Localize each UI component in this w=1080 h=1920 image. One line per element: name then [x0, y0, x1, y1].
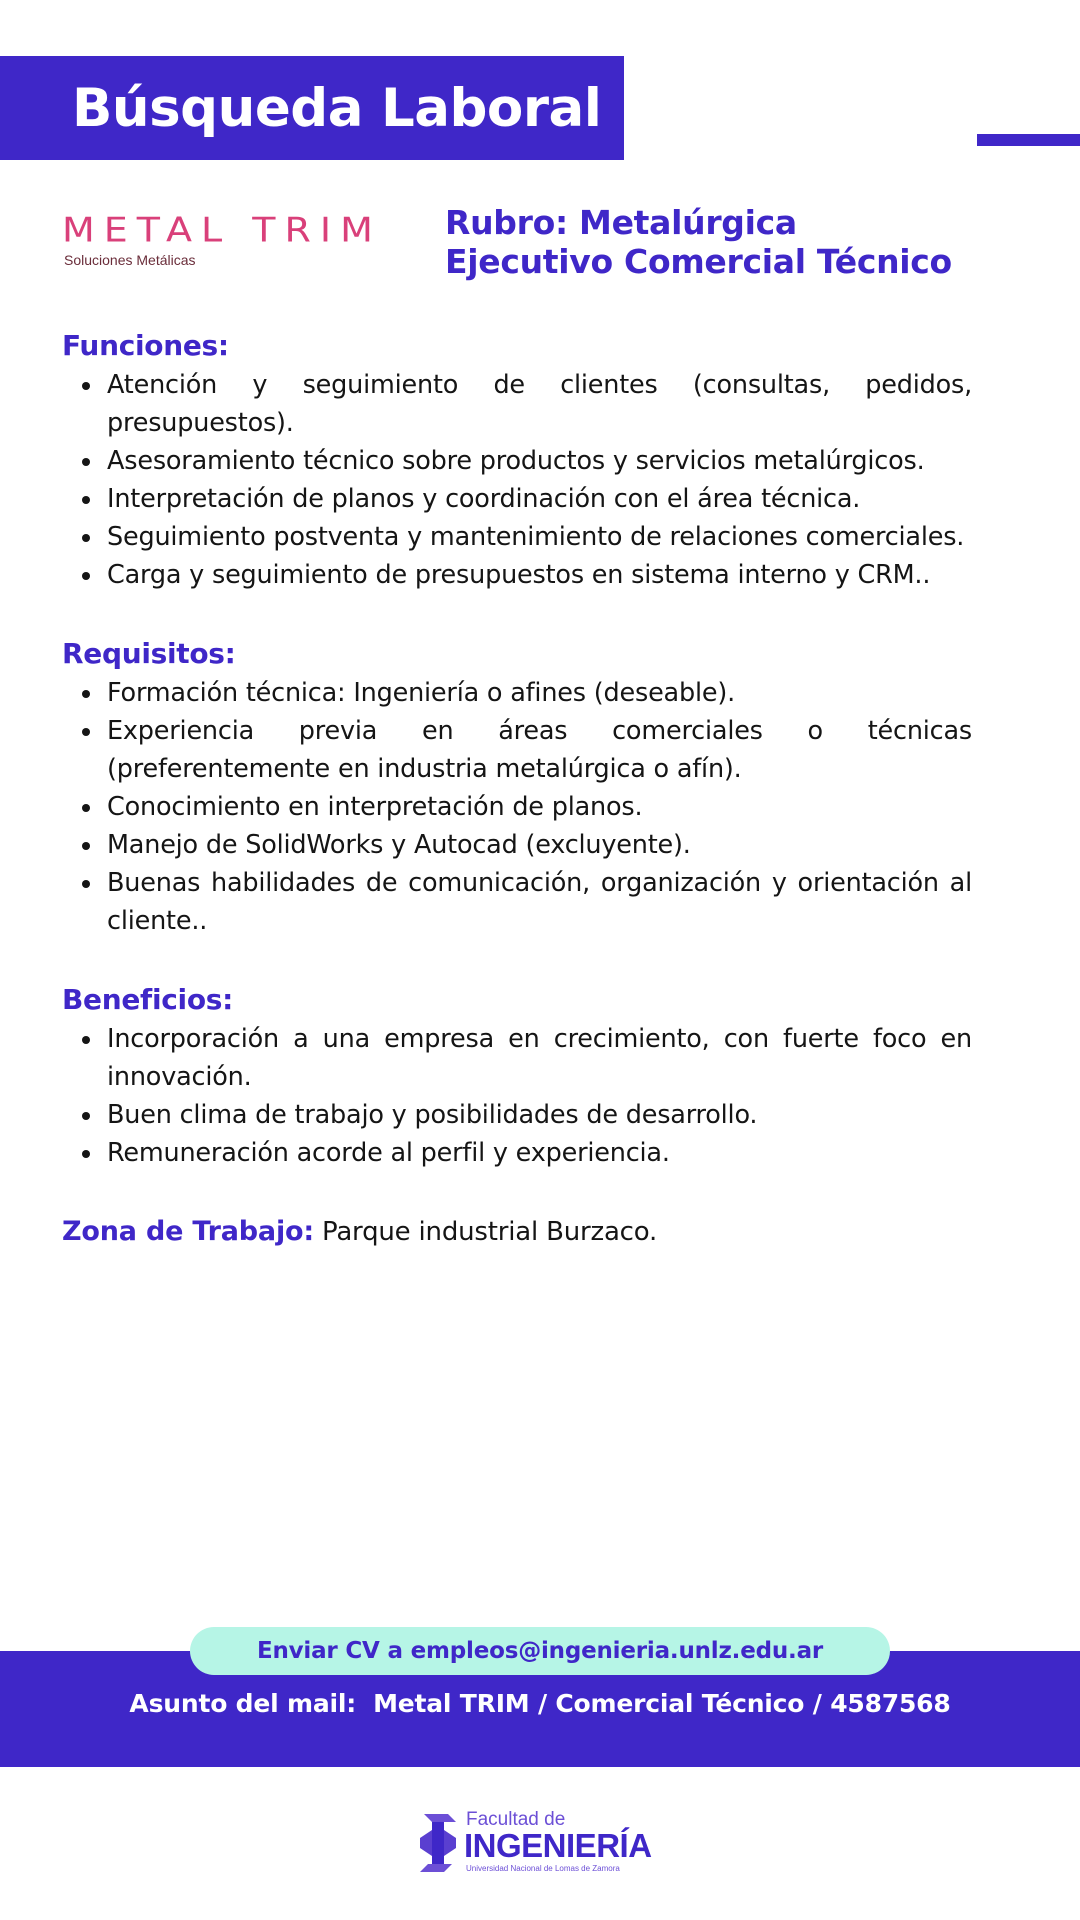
work-zone-value: Parque industrial Burzaco. — [313, 1217, 658, 1247]
work-zone-label: Zona de Trabajo: — [62, 1216, 314, 1247]
beneficios-title: Beneficios: — [62, 983, 234, 1016]
list-item: Remuneración acorde al perfil y experiencia. — [62, 1134, 972, 1172]
list-item: Conocimiento en interpretación de planos. — [62, 788, 972, 826]
list-item: Interpretación de planos y coordinación con el área técnica. — [62, 480, 972, 518]
job-content — [62, 326, 972, 1252]
faculty-logo-small: Facultad de — [466, 1809, 566, 1830]
job-rubro: Rubro: Metalúrgica — [445, 203, 797, 242]
accent-line — [977, 134, 1080, 146]
requisitos-title: Requisitos: — [62, 637, 236, 670]
faculty-logo-name: INGENIERÍA — [464, 1827, 652, 1864]
list-item: Carga y seguimiento de presupuestos en sistema interno y CRM.. — [62, 556, 972, 594]
send-cv-email[interactable]: Enviar CV a empleos@ingenieria.unlz.edu.ar — [190, 1627, 890, 1675]
list-item: Atención y seguimiento de clientes (consultas, pedidos, presupuestos). — [62, 366, 972, 442]
faculty-logo — [418, 1808, 668, 1878]
list-item: Asesoramiento técnico sobre productos y servicios metalúrgicos. — [62, 442, 972, 480]
work-zone — [62, 1212, 972, 1252]
list-item: Buen clima de trabajo y posibilidades de desarrollo. — [62, 1096, 972, 1134]
list-item: Experiencia previa en áreas comerciales o técnicas (preferentemente en industria metalúrgica o afín). — [62, 712, 972, 788]
faculty-logo-icon — [418, 1810, 458, 1876]
list-item: Buenas habilidades de comunicación, organización y orientación al cliente.. — [62, 864, 972, 940]
list-item: Seguimiento postventa y mantenimiento de relaciones comerciales. — [62, 518, 972, 556]
company-logo-name: METAL TRIM — [62, 210, 382, 250]
email-subject: Asunto del mail: Metal TRIM / Comercial Técnico / 4587568 — [129, 1689, 951, 1718]
list-item: Incorporación a una empresa en crecimiento, con fuerte foco en innovación. — [62, 1020, 972, 1096]
faculty-logo-university: Universidad Nacional de Lomas de Zamora — [466, 1864, 620, 1873]
list-item: Manejo de SolidWorks y Autocad (excluyente). — [62, 826, 972, 864]
company-logo — [62, 210, 412, 268]
funciones-title: Funciones: — [62, 329, 229, 362]
beneficios-list — [62, 1020, 972, 1172]
funciones-list — [62, 366, 972, 594]
header-banner — [0, 56, 624, 160]
list-item: Formación técnica: Ingeniería o afines (deseable). — [62, 674, 972, 712]
job-position: Ejecutivo Comercial Técnico — [445, 242, 952, 281]
page-title: Búsqueda Laboral — [72, 77, 602, 139]
company-logo-tagline: Soluciones Metálicas — [64, 252, 196, 268]
requisitos-list — [62, 674, 972, 940]
job-heading — [445, 203, 952, 281]
